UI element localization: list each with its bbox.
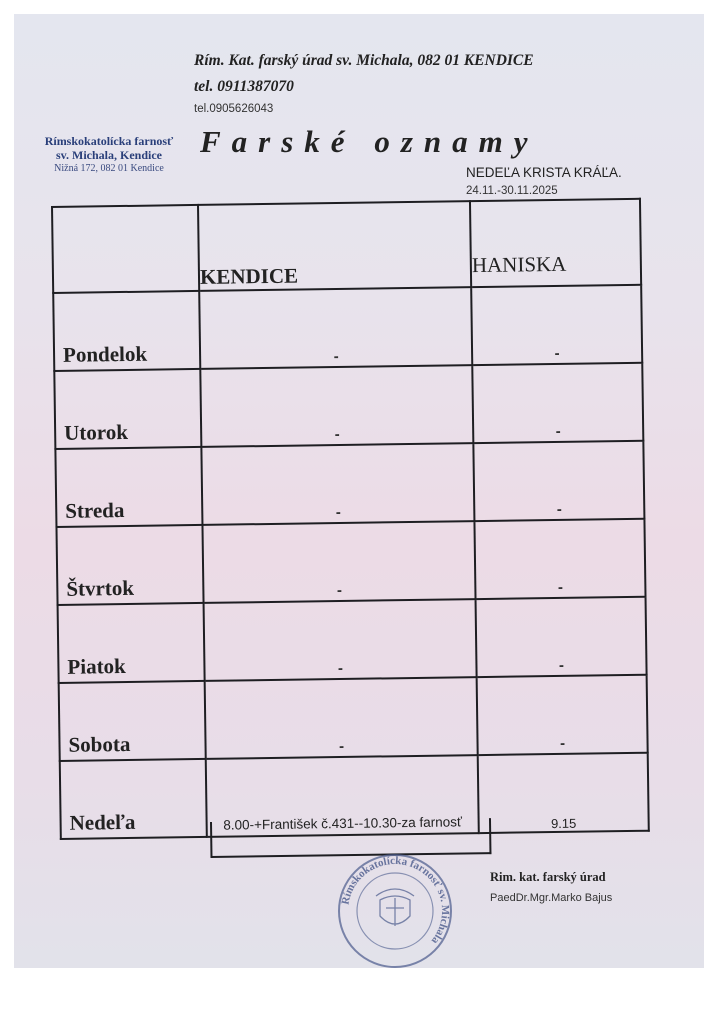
table-header-row — [52, 199, 641, 293]
kendice-cell: - — [337, 659, 344, 678]
signature-block — [490, 870, 612, 904]
column-header-haniska: HANISKA — [470, 199, 641, 287]
haniska-cell: - — [558, 656, 565, 674]
signature-office: Rim. kat. farský úrad — [490, 870, 606, 884]
table-row — [53, 285, 642, 371]
day-label: Utorok — [64, 419, 129, 445]
parish-rubber-stamp — [24, 134, 194, 175]
kendice-cell: - — [336, 581, 343, 600]
haniska-cell: - — [557, 578, 563, 596]
table-row — [58, 597, 647, 683]
document-title: Farské oznamy — [200, 124, 539, 159]
signature-priest-name: PaedDr.Mgr.Marko Bajus — [490, 892, 613, 904]
haniska-cell: - — [555, 422, 561, 440]
haniska-cell: - — [554, 344, 560, 362]
stamp-line-3: Nižná 172, 082 01 Kendice — [54, 162, 164, 174]
parish-office-address: Rím. Kat. farský úrad sv. Michala, 082 01 KENDICE — [194, 52, 534, 69]
kendice-cell: - — [338, 737, 345, 756]
parish-seal — [336, 852, 454, 970]
table-row — [56, 519, 645, 605]
kendice-sunday-masses: 8.00-+František č.431--10.30-za farnosť — [223, 814, 463, 834]
week-date-range: 24.11.-30.11.2025 — [466, 185, 558, 197]
day-label: Piatok — [67, 654, 126, 679]
haniska-cell: - — [559, 734, 566, 752]
table-row — [59, 675, 648, 761]
haniska-cell: - — [556, 500, 562, 518]
phone-number-1: tel. 0911387070 — [194, 78, 294, 95]
feast-name: NEDEĽA KRISTA KRÁĽA. — [466, 165, 622, 180]
kendice-cell: - — [334, 425, 340, 444]
coat-of-arms-icon — [376, 889, 414, 926]
day-label: Streda — [65, 498, 125, 523]
day-label: Nedeľa — [69, 809, 136, 835]
header-empty-cell — [52, 205, 199, 293]
phone-number-2: tel.0905626043 — [194, 103, 274, 115]
haniska-sunday-mass: 9.15 — [550, 815, 577, 832]
table-row — [55, 441, 644, 527]
kendice-cell: - — [333, 347, 339, 366]
kendice-cell: - — [335, 503, 341, 522]
day-label: Pondelok — [62, 341, 148, 367]
table-row — [54, 363, 643, 449]
seal-text: Rímskokatolícka farnosť sv. Michala — [339, 854, 452, 947]
mass-schedule-table — [51, 198, 650, 840]
day-label: Sobota — [68, 731, 131, 757]
stamp-line-2: sv. Michala, Kendice — [56, 148, 162, 163]
day-label: Štvrtok — [66, 575, 135, 601]
column-header-kendice: KENDICE — [198, 201, 471, 291]
stamp-line-1: Rímskokatolícka farnosť — [44, 134, 174, 148]
